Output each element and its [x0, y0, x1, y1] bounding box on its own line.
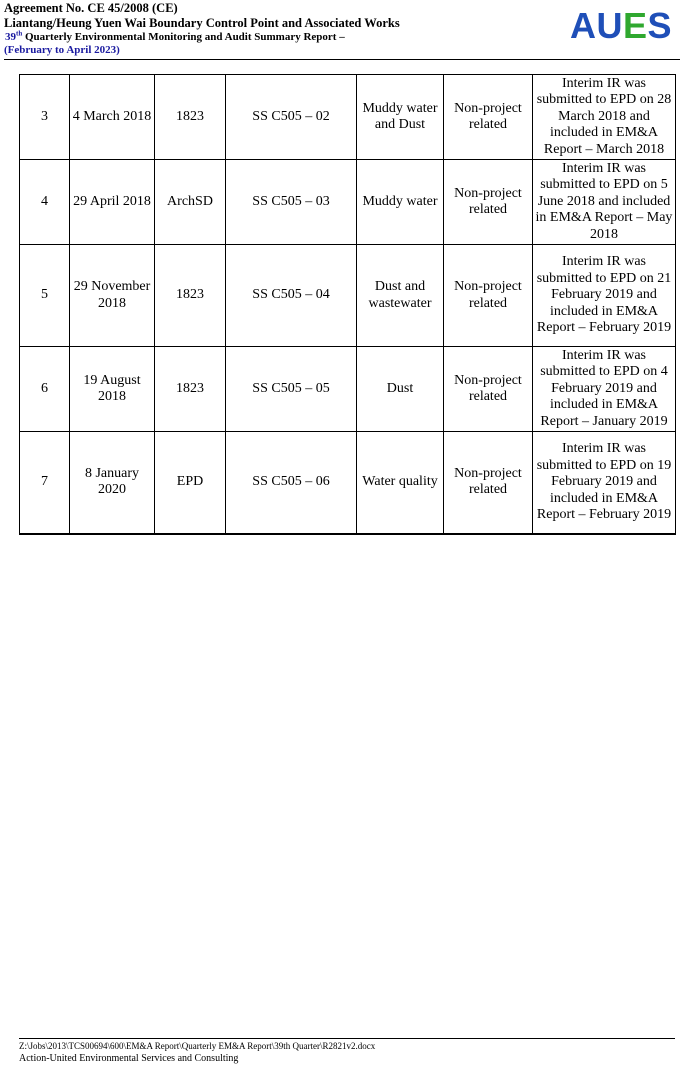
issue-cell: Dust and wastewater [357, 245, 444, 347]
issue-cell: Muddy water [357, 160, 444, 245]
status-cell: Non-project related [444, 160, 533, 245]
table-row [20, 347, 676, 432]
file-path: Z:\Jobs\2013\TCS00694\600\EM&A Report\Quarterly EM&A Report\39th Quarter\R2821v2.docx [19, 1041, 376, 1051]
row-number-cell: 4 [20, 160, 70, 245]
contract-cell: EPD [155, 432, 226, 534]
logo-letter-e: E [622, 5, 648, 46]
logo-letter-a: A [569, 5, 597, 46]
header-divider [4, 59, 680, 60]
status-cell: Non-project related [444, 245, 533, 347]
row-number-cell: 6 [20, 347, 70, 432]
contract-cell: 1823 [155, 75, 226, 160]
date-cell: 29 April 2018 [70, 160, 155, 245]
row-number-cell: 7 [20, 432, 70, 534]
organization-name: Action-United Environmental Services and Consulting [19, 1053, 239, 1064]
remark-cell: Interim IR was submitted to EPD on 19 February 2019 and included in EM&A Report – February 2019 [533, 432, 676, 534]
remark-cell: Interim IR was submitted to EPD on 21 February 2019 and included in EM&A Report – February 2019 [533, 245, 676, 347]
issue-cell: Dust [357, 347, 444, 432]
project-title: Liantang/Heung Yuen Wai Boundary Control Point and Associated Works [4, 16, 400, 30]
reference-cell: SS C505 – 06 [226, 432, 357, 534]
table-row [20, 245, 676, 347]
status-cell: Non-project related [444, 347, 533, 432]
table-row [20, 160, 676, 245]
row-number-cell: 5 [20, 245, 70, 347]
logo-letter-s: S [647, 5, 672, 46]
reference-cell: SS C505 – 05 [226, 347, 357, 432]
table-row [20, 75, 676, 160]
date-cell: 4 March 2018 [70, 75, 155, 160]
reference-cell: SS C505 – 03 [226, 160, 357, 245]
reference-cell: SS C505 – 02 [226, 75, 357, 160]
complaint-table [19, 74, 676, 535]
complaint-table-container [19, 74, 675, 535]
aues-logo [570, 7, 672, 45]
report-title-text: Quarterly Environmental Monitoring and Audit Summary Report – [22, 31, 345, 43]
remark-cell: Interim IR was submitted to EPD on 4 February 2019 and included in EM&A Report – January 2019 [533, 347, 676, 432]
report-period: (February to April 2023) [4, 44, 120, 56]
contract-cell: 1823 [155, 347, 226, 432]
status-cell: Non-project related [444, 75, 533, 160]
report-number: 39 [5, 31, 16, 43]
date-cell: 29 November 2018 [70, 245, 155, 347]
page-footer [19, 1038, 675, 1065]
report-number-suffix: th [16, 29, 23, 38]
page-header [4, 1, 680, 61]
agreement-number: Agreement No. CE 45/2008 (CE) [4, 1, 178, 15]
date-cell: 19 August 2018 [70, 347, 155, 432]
date-cell: 8 January 2020 [70, 432, 155, 534]
status-cell: Non-project related [444, 432, 533, 534]
remark-cell: Interim IR was submitted to EPD on 28 March 2018 and included in EM&A Report – March 2018 [533, 75, 676, 160]
issue-cell: Muddy water and Dust [357, 75, 444, 160]
table-row [20, 432, 676, 534]
row-number-cell: 3 [20, 75, 70, 160]
issue-cell: Water quality [357, 432, 444, 534]
logo-letter-u: U [596, 5, 623, 46]
reference-cell: SS C505 – 04 [226, 245, 357, 347]
remark-cell: Interim IR was submitted to EPD on 5 June 2018 and included in EM&A Report – May 2018 [533, 160, 676, 245]
contract-cell: 1823 [155, 245, 226, 347]
contract-cell: ArchSD [155, 160, 226, 245]
